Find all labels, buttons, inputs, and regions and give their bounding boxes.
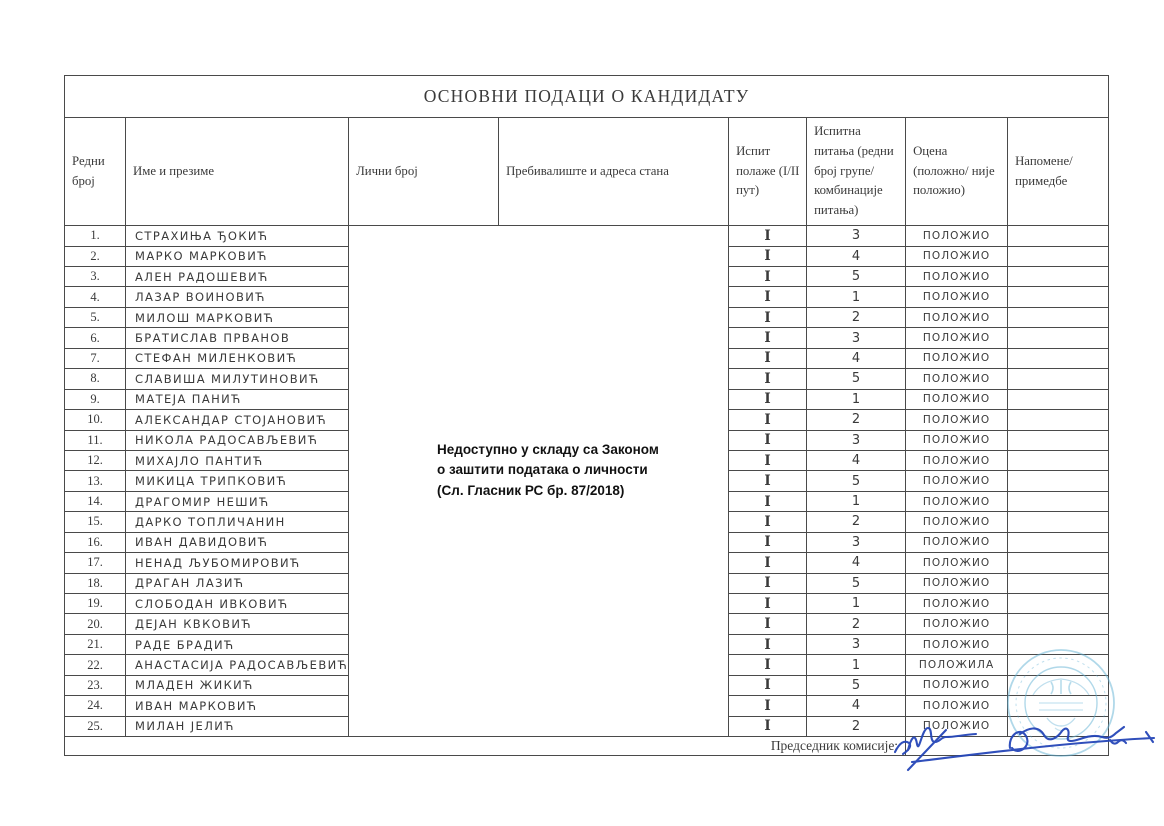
- name-cell: АЛЕКСАНДАР СТОЈАНОВИЋ: [126, 410, 349, 430]
- ordinal-cell: 3.: [65, 267, 126, 287]
- name-cell: ДРАГОМИР НЕШИЋ: [126, 491, 349, 511]
- name-cell: АНАСТАСИЈА РАДОСАВЉЕВИЋ: [126, 655, 349, 675]
- ordinal-cell: 22.: [65, 655, 126, 675]
- attempt-cell: I: [729, 491, 807, 511]
- attempt-cell: I: [729, 450, 807, 470]
- column-header-exam-attempt: Испит полаже (I/II пут): [729, 118, 807, 226]
- question-cell: 3: [807, 328, 906, 348]
- question-cell: 1: [807, 287, 906, 307]
- ordinal-cell: 23.: [65, 675, 126, 695]
- ordinal-cell: 16.: [65, 532, 126, 552]
- grade-cell: ПОЛОЖИО: [906, 246, 1008, 266]
- grade-cell: ПОЛОЖИО: [906, 307, 1008, 327]
- grade-cell: ПОЛОЖИО: [906, 430, 1008, 450]
- grade-cell: ПОЛОЖИО: [906, 573, 1008, 593]
- grade-cell: ПОЛОЖИО: [906, 369, 1008, 389]
- privacy-notice: Недоступно у складу са Законом о заштити података о личности (Сл. Гласник РС бр. 87/2018): [437, 442, 659, 498]
- grade-cell: ПОЛОЖИО: [906, 553, 1008, 573]
- name-cell: СЛОБОДАН ИВКОВИЋ: [126, 594, 349, 614]
- name-cell: РАДЕ БРАДИЋ: [126, 634, 349, 654]
- question-cell: 1: [807, 389, 906, 409]
- attempt-cell: I: [729, 246, 807, 266]
- remark-cell: [1008, 594, 1109, 614]
- president-signature: [858, 712, 1163, 782]
- name-cell: СТРАХИЊА ЂОКИЋ: [126, 226, 349, 246]
- document-title: ОСНОВНИ ПОДАЦИ О КАНДИДАТУ: [65, 76, 1109, 118]
- question-cell: 2: [807, 716, 906, 736]
- grade-cell: ПОЛОЖИО: [906, 716, 1008, 736]
- remark-cell: [1008, 267, 1109, 287]
- remark-cell: [1008, 287, 1109, 307]
- question-cell: 4: [807, 348, 906, 368]
- name-cell: ДАРКО ТОПЛИЧАНИН: [126, 512, 349, 532]
- column-header-residence: Пребивалиште и адреса стана: [499, 118, 729, 226]
- ordinal-cell: 19.: [65, 594, 126, 614]
- attempt-cell: I: [729, 430, 807, 450]
- ordinal-cell: 24.: [65, 696, 126, 716]
- ordinal-cell: 6.: [65, 328, 126, 348]
- grade-cell: ПОЛОЖИО: [906, 696, 1008, 716]
- name-cell: МИЛОШ МАРКОВИЋ: [126, 307, 349, 327]
- grade-cell: ПОЛОЖИО: [906, 594, 1008, 614]
- grade-cell: ПОЛОЖИО: [906, 512, 1008, 532]
- name-cell: МИКИЦА ТРИПКОВИЋ: [126, 471, 349, 491]
- remark-cell: [1008, 553, 1109, 573]
- ordinal-cell: 10.: [65, 410, 126, 430]
- ordinal-cell: 17.: [65, 553, 126, 573]
- question-cell: 4: [807, 450, 906, 470]
- remark-cell: [1008, 430, 1109, 450]
- attempt-cell: I: [729, 553, 807, 573]
- remark-cell: [1008, 369, 1109, 389]
- ordinal-cell: 14.: [65, 491, 126, 511]
- attempt-cell: I: [729, 471, 807, 491]
- ordinal-cell: 18.: [65, 573, 126, 593]
- name-cell: МАТЕЈА ПАНИЋ: [126, 389, 349, 409]
- question-cell: 2: [807, 512, 906, 532]
- ordinal-cell: 15.: [65, 512, 126, 532]
- column-header-questions: Испитна питања (редни број групе/ комбинације питања): [807, 118, 906, 226]
- grade-cell: ПОЛОЖИО: [906, 634, 1008, 654]
- grade-cell: ПОЛОЖИО: [906, 491, 1008, 511]
- ordinal-cell: 20.: [65, 614, 126, 634]
- remark-cell: [1008, 328, 1109, 348]
- ordinal-cell: 13.: [65, 471, 126, 491]
- name-cell: МИЛАН ЈЕЛИЋ: [126, 716, 349, 736]
- remark-cell: [1008, 226, 1109, 246]
- name-cell: НЕНАД ЉУБОМИРОВИЋ: [126, 553, 349, 573]
- question-cell: 4: [807, 246, 906, 266]
- remark-cell: [1008, 348, 1109, 368]
- ordinal-cell: 21.: [65, 634, 126, 654]
- remark-cell: [1008, 614, 1109, 634]
- name-cell: ИВАН ДАВИДОВИЋ: [126, 532, 349, 552]
- ordinal-cell: 8.: [65, 369, 126, 389]
- name-cell: ЛАЗАР ВОИНОВИЋ: [126, 287, 349, 307]
- question-cell: 5: [807, 675, 906, 695]
- attempt-cell: I: [729, 369, 807, 389]
- attempt-cell: I: [729, 226, 807, 246]
- column-header-name: Име и презиме: [126, 118, 349, 226]
- remark-cell: [1008, 471, 1109, 491]
- name-cell: АЛЕН РАДОШЕВИЋ: [126, 267, 349, 287]
- grade-cell: ПОЛОЖИО: [906, 450, 1008, 470]
- remark-cell: [1008, 389, 1109, 409]
- ordinal-cell: 9.: [65, 389, 126, 409]
- name-cell: ДЕЈАН КВКОВИЋ: [126, 614, 349, 634]
- attempt-cell: I: [729, 655, 807, 675]
- question-cell: 5: [807, 267, 906, 287]
- grade-cell: ПОЛОЖИО: [906, 532, 1008, 552]
- remark-cell: [1008, 246, 1109, 266]
- attempt-cell: I: [729, 389, 807, 409]
- question-cell: 5: [807, 573, 906, 593]
- column-header-remarks: Напомене/ примедбе: [1008, 118, 1109, 226]
- question-cell: 3: [807, 226, 906, 246]
- name-cell: ДРАГАН ЛАЗИЋ: [126, 573, 349, 593]
- question-cell: 4: [807, 553, 906, 573]
- table-row: [65, 226, 1109, 246]
- grade-cell: ПОЛОЖИО: [906, 287, 1008, 307]
- attempt-cell: I: [729, 634, 807, 654]
- remark-cell: [1008, 573, 1109, 593]
- ordinal-cell: 5.: [65, 307, 126, 327]
- ordinal-cell: 25.: [65, 716, 126, 736]
- grade-cell: ПОЛОЖИО: [906, 471, 1008, 491]
- name-cell: МАРКО МАРКОВИЋ: [126, 246, 349, 266]
- question-cell: 3: [807, 430, 906, 450]
- attempt-cell: I: [729, 307, 807, 327]
- column-header-grade: Оцена (положно/ није положио): [906, 118, 1008, 226]
- name-cell: МЛАДЕН ЖИКИЋ: [126, 675, 349, 695]
- ordinal-cell: 2.: [65, 246, 126, 266]
- candidate-data-table: [64, 75, 1109, 756]
- question-cell: 1: [807, 655, 906, 675]
- grade-cell: ПОЛОЖИО: [906, 226, 1008, 246]
- ordinal-cell: 11.: [65, 430, 126, 450]
- question-cell: 3: [807, 634, 906, 654]
- attempt-cell: I: [729, 696, 807, 716]
- ordinal-cell: 4.: [65, 287, 126, 307]
- grade-cell: ПОЛОЖИО: [906, 267, 1008, 287]
- attempt-cell: I: [729, 410, 807, 430]
- name-cell: МИХАЈЛО ПАНТИЋ: [126, 450, 349, 470]
- attempt-cell: I: [729, 716, 807, 736]
- attempt-cell: I: [729, 328, 807, 348]
- question-cell: 2: [807, 410, 906, 430]
- ordinal-cell: 1.: [65, 226, 126, 246]
- name-cell: БРАТИСЛАВ ПРВАНОВ: [126, 328, 349, 348]
- question-cell: 1: [807, 491, 906, 511]
- grade-cell: ПОЛОЖИО: [906, 410, 1008, 430]
- remark-cell: [1008, 491, 1109, 511]
- grade-cell: ПОЛОЖИО: [906, 328, 1008, 348]
- attempt-cell: I: [729, 614, 807, 634]
- column-header-ordinal: Редни број: [65, 118, 126, 226]
- attempt-cell: I: [729, 532, 807, 552]
- question-cell: 5: [807, 369, 906, 389]
- attempt-cell: I: [729, 348, 807, 368]
- commission-president-label: Председник комисије:: [65, 737, 906, 756]
- attempt-cell: I: [729, 675, 807, 695]
- column-header-personal-number: Лични број: [349, 118, 499, 226]
- question-cell: 5: [807, 471, 906, 491]
- grade-cell: ПОЛОЖИО: [906, 389, 1008, 409]
- attempt-cell: I: [729, 267, 807, 287]
- remark-cell: [1008, 512, 1109, 532]
- grade-cell: ПОЛОЖИО: [906, 675, 1008, 695]
- ordinal-cell: 12.: [65, 450, 126, 470]
- name-cell: НИКОЛА РАДОСАВЉЕВИЋ: [126, 430, 349, 450]
- name-cell: СТЕФАН МИЛЕНКОВИЋ: [126, 348, 349, 368]
- grade-cell: ПОЛОЖИО: [906, 348, 1008, 368]
- remark-cell: [1008, 532, 1109, 552]
- remark-cell: [1008, 307, 1109, 327]
- attempt-cell: I: [729, 573, 807, 593]
- grade-cell: ПОЛОЖИО: [906, 614, 1008, 634]
- remark-cell: [1008, 450, 1109, 470]
- name-cell: СЛАВИША МИЛУТИНОВИЋ: [126, 369, 349, 389]
- attempt-cell: I: [729, 512, 807, 532]
- attempt-cell: I: [729, 594, 807, 614]
- question-cell: 2: [807, 307, 906, 327]
- question-cell: 4: [807, 696, 906, 716]
- title-row: [65, 76, 1109, 118]
- ordinal-cell: 7.: [65, 348, 126, 368]
- question-cell: 2: [807, 614, 906, 634]
- table-head: [65, 76, 1109, 226]
- name-cell: ИВАН МАРКОВИЋ: [126, 696, 349, 716]
- attempt-cell: I: [729, 287, 807, 307]
- grade-cell: ПОЛОЖИЛА: [906, 655, 1008, 675]
- header-row: [65, 118, 1109, 226]
- question-cell: 1: [807, 594, 906, 614]
- question-cell: 3: [807, 532, 906, 552]
- remark-cell: [1008, 410, 1109, 430]
